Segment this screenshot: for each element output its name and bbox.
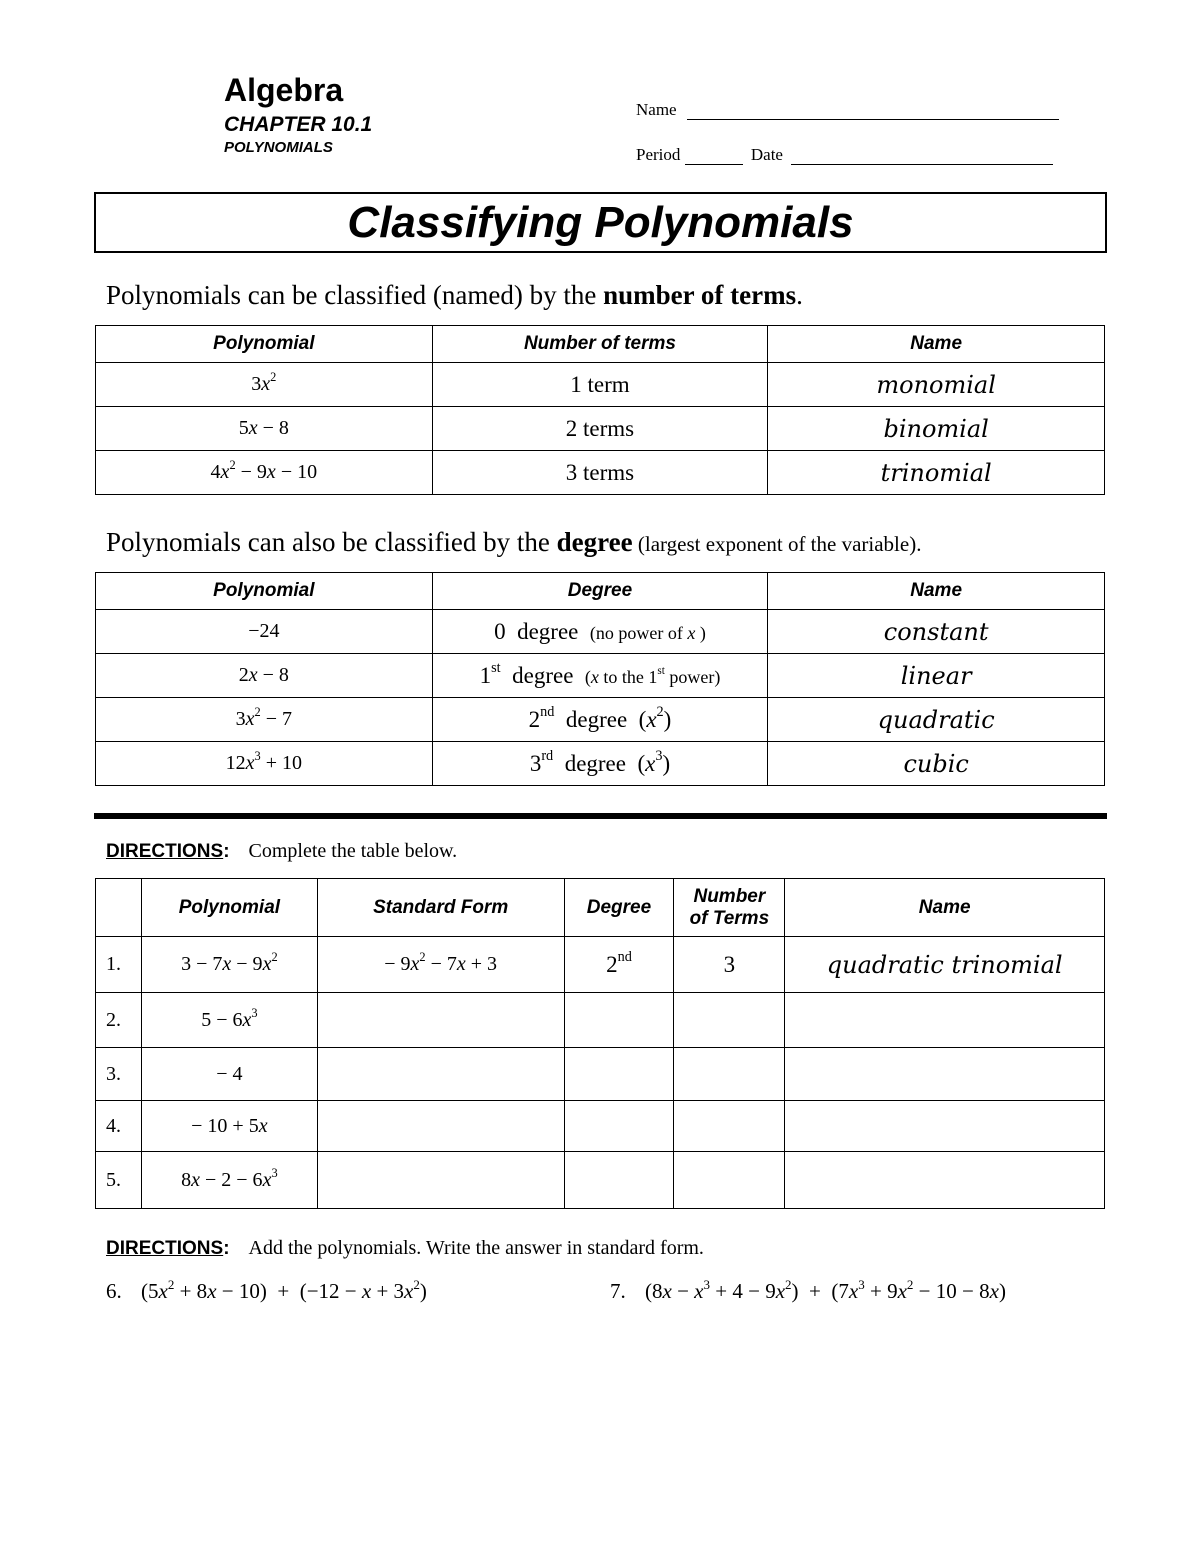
name-cell[interactable]: quadratic trinomial <box>785 937 1105 993</box>
period-label: Period <box>636 145 681 164</box>
section1-intro-text: Polynomials can be classified (named) by the <box>106 280 604 310</box>
table-row <box>96 407 1105 451</box>
col-header-name: Name <box>785 879 1105 937</box>
table-row <box>96 698 1105 742</box>
page-title: Classifying Polynomials <box>347 198 854 247</box>
polynomial-cell: $3x^2$ <box>96 363 433 407</box>
directions-text: Add the polynomials. Write the answer in standard form. <box>248 1237 704 1259</box>
degree-cell: 3rd degree $(x^3)$ <box>432 742 768 786</box>
polynomial-cell: $3 - 7x - 9x^2$ <box>141 937 317 993</box>
name-label: Name <box>636 100 677 119</box>
standard-form-cell[interactable] <box>317 1101 564 1152</box>
directions-colon: : <box>223 841 230 862</box>
standard-form-cell[interactable] <box>317 1048 564 1101</box>
polynomial-cell: −24 <box>96 610 433 654</box>
polynomial-cell: 5x − 8 <box>96 407 433 451</box>
col-header-name: Name <box>768 326 1105 363</box>
standard-form-cell[interactable] <box>317 1152 564 1209</box>
problem-7 <box>610 1276 1006 1304</box>
polynomial-cell: − 4 <box>141 1048 317 1101</box>
page-title-box <box>94 192 1107 253</box>
name-cell: trinomial <box>768 451 1105 495</box>
table-row <box>96 654 1105 698</box>
col-header-number-of-terms: Number of terms <box>432 326 768 363</box>
problem-expression: $(5x^2 + 8x - 10) + (-12 - x + 3x^2)$ <box>141 1276 427 1303</box>
row-number: 1. <box>96 937 142 993</box>
col-header-number-of-terms: Number of Terms <box>674 879 785 937</box>
section1-intro-end: . <box>796 280 803 310</box>
section2-intro <box>106 527 921 558</box>
directions-label: DIRECTIONS <box>106 1238 224 1259</box>
subject-title: Algebra <box>224 72 344 108</box>
table-row <box>96 937 1105 993</box>
table-row <box>96 1152 1105 1209</box>
terms-cell[interactable] <box>674 1048 785 1101</box>
terms-cell: 3 terms <box>432 451 768 495</box>
table-row <box>96 610 1105 654</box>
name-cell[interactable] <box>785 1101 1105 1152</box>
polynomial-cell: 2x − 8 <box>96 654 433 698</box>
degree-cell: 1st degree (x to the 1st power) <box>432 654 768 698</box>
period-date-field[interactable] <box>636 145 1053 165</box>
name-cell: constant <box>768 610 1105 654</box>
name-cell: binomial <box>768 407 1105 451</box>
section2-intro-small: (largest exponent of the variable). <box>632 532 922 556</box>
table-row <box>96 1048 1105 1101</box>
col-header-polynomial: Polynomial <box>96 326 433 363</box>
col-header-name: Name <box>768 573 1105 610</box>
terms-cell[interactable] <box>674 1152 785 1209</box>
table-row <box>96 1101 1105 1152</box>
degree-cell[interactable] <box>564 1048 674 1101</box>
degree-cell: 0 degree (no power of x ) <box>432 610 768 654</box>
name-cell[interactable] <box>785 1152 1105 1209</box>
terms-table <box>95 325 1105 495</box>
terms-cell[interactable] <box>674 993 785 1048</box>
degree-cell[interactable]: 2nd <box>564 937 674 993</box>
section-divider <box>94 813 1107 819</box>
polynomial-cell: $4x^2 - 9x - 10$ <box>96 451 433 495</box>
col-header-degree: Degree <box>564 879 674 937</box>
table-row <box>96 363 1105 407</box>
polynomial-cell: $8x - 2 - 6x^3$ <box>141 1152 317 1209</box>
name-cell[interactable] <box>785 1048 1105 1101</box>
row-number: 2. <box>96 993 142 1048</box>
name-field[interactable] <box>636 100 1059 120</box>
name-cell[interactable] <box>785 993 1105 1048</box>
name-blank[interactable] <box>687 102 1059 120</box>
problem-number: 7. <box>610 1279 626 1303</box>
problem-expression: $(8x - x^3 + 4 - 9x^2) + (7x^3 + 9x^2 - 10 - 8x)$ <box>645 1276 1006 1303</box>
directions-label: DIRECTIONS <box>106 841 224 862</box>
name-cell: linear <box>768 654 1105 698</box>
standard-form-cell[interactable] <box>317 993 564 1048</box>
worksheet-table <box>95 878 1105 1209</box>
directions-text: Complete the table below. <box>248 840 458 862</box>
name-cell: cubic <box>768 742 1105 786</box>
terms-cell[interactable]: 3 <box>674 937 785 993</box>
polynomial-cell: $5 - 6x^3$ <box>141 993 317 1048</box>
name-cell: monomial <box>768 363 1105 407</box>
polynomial-cell: − 10 + 5x <box>141 1101 317 1152</box>
degree-table <box>95 572 1105 786</box>
section2-intro-bold: degree <box>556 527 633 557</box>
col-header-polynomial: Polynomial <box>141 879 317 937</box>
col-header-degree: Degree <box>432 573 768 610</box>
topic-label: POLYNOMIALS <box>224 139 333 156</box>
problem-6 <box>106 1276 427 1304</box>
polynomial-cell: $12x^3 + 10$ <box>96 742 433 786</box>
row-number: 5. <box>96 1152 142 1209</box>
section2-intro-text: Polynomials can also be classified by the <box>106 527 557 557</box>
degree-cell[interactable] <box>564 1152 674 1209</box>
period-blank[interactable] <box>685 147 743 165</box>
directions-1 <box>106 840 457 863</box>
directions-2 <box>106 1237 704 1260</box>
problem-number: 6. <box>106 1279 122 1303</box>
section1-intro-bold: number of terms <box>603 280 797 310</box>
table-row <box>96 742 1105 786</box>
row-number: 4. <box>96 1101 142 1152</box>
terms-cell: 2 terms <box>432 407 768 451</box>
section1-intro <box>106 280 803 311</box>
table-row <box>96 993 1105 1048</box>
degree-cell[interactable] <box>564 993 674 1048</box>
chapter-label: CHAPTER 10.1 <box>224 113 373 136</box>
table-row <box>96 451 1105 495</box>
col-header-standard-form: Standard Form <box>317 879 564 937</box>
terms-cell: 1 term <box>432 363 768 407</box>
date-blank[interactable] <box>791 147 1053 165</box>
polynomial-cell: $3x^2 - 7$ <box>96 698 433 742</box>
standard-form-cell[interactable]: − $9x^2 - 7x + 3$ <box>317 937 564 993</box>
terms-cell[interactable] <box>674 1101 785 1152</box>
row-number: 3. <box>96 1048 142 1101</box>
name-cell: quadratic <box>768 698 1105 742</box>
col-header-number <box>96 879 142 937</box>
directions-colon: : <box>223 1238 230 1259</box>
col-header-polynomial: Polynomial <box>96 573 433 610</box>
degree-cell: 2nd degree $(x^2)$ <box>432 698 768 742</box>
degree-cell[interactable] <box>564 1101 674 1152</box>
date-label: Date <box>750 145 783 164</box>
